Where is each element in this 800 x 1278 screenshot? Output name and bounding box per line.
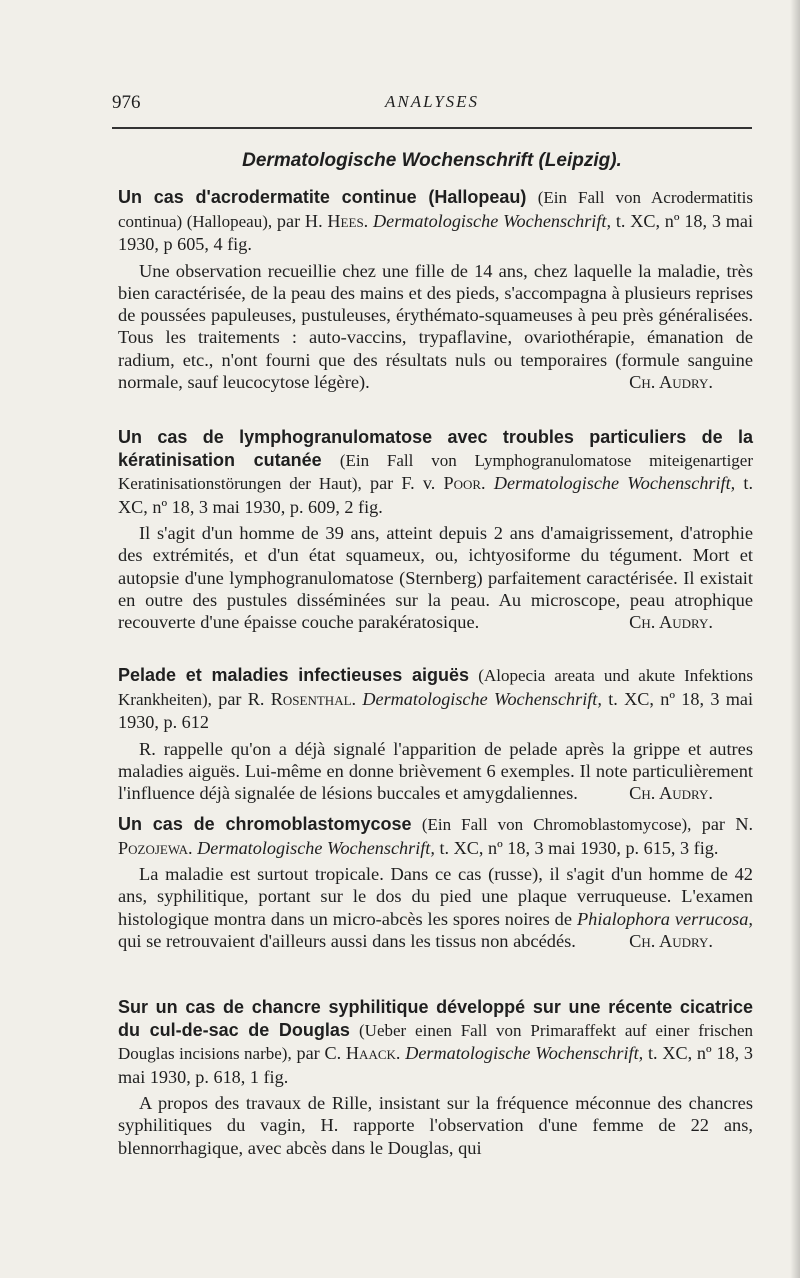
original-title: (Ein Fall von Lymphogranulomatose miteigenartiger Keratinisationstörungen der Haut), bbox=[118, 450, 753, 493]
reviewer-signature: Ch. Audry. bbox=[629, 783, 713, 804]
original-title: (Alopecia areata und akute Infektions Krankheiten), bbox=[118, 666, 753, 709]
article-title: Un cas de lymphogranulomatose avec troubles particuliers de la kératinisation cutanée bbox=[118, 427, 753, 470]
article-author: Pozojewa. bbox=[118, 837, 193, 858]
reviewer-signature: Ch. Audry. bbox=[629, 930, 713, 951]
article-reference bbox=[118, 426, 753, 518]
article-4 bbox=[118, 813, 753, 952]
article-reference bbox=[118, 813, 753, 859]
article-by: par C. bbox=[296, 1043, 342, 1063]
page-number: 976 bbox=[112, 92, 141, 113]
journal-name: Dermatologische Wochenschrift, bbox=[405, 1043, 644, 1063]
article-title: Un cas d'acrodermatite continue (Hallopeau) bbox=[118, 187, 527, 207]
journal-name: Dermatologische Wochenschrift, bbox=[362, 688, 602, 709]
article-reference bbox=[118, 186, 753, 256]
citation: t. XC, nº 18, 3 mai 1930, p 605, 4 fig. bbox=[118, 210, 754, 254]
original-title: (Ueber einen Fall von Primaraffekt auf einer frischen Douglas incisions narbe), bbox=[118, 1020, 753, 1063]
reviewer-signature: Ch. Audry. bbox=[629, 371, 713, 392]
summary-text: A propos des travaux de Rille, insistant sur la fréquence méconnue des chancres syphilitiques du vagin, H. rapporte l'observation d'une femme de 22 ans, blennorrhagique, avec abcès dans le Douglas, qui bbox=[118, 1093, 753, 1158]
journal-name: Dermatologische Wochenschrift, bbox=[197, 837, 435, 858]
article-by: par N. bbox=[701, 814, 754, 834]
summary-text: Il s'agit d'un homme de 39 ans, atteint depuis 2 ans d'amaigrissement, d'atrophie des extrémités, et d'un état squameux, ou, ichtyosiforme du tégument. Mort et autopsie d'une lymphogranulomatose (Sternberg) parfaitement caractérisée. Il existait en outre des pustules disséminées sur la peau. Au microscope, peau atrophique recouverte d'une épaisse couche parakératosique. bbox=[118, 523, 753, 633]
article-summary bbox=[118, 738, 753, 805]
article-1 bbox=[118, 186, 753, 393]
running-title: ANALYSES bbox=[384, 92, 480, 111]
original-title: (Ein Fall von Acrodermatitis continua) (Hallopeau), bbox=[118, 188, 753, 231]
journal-name: Dermatologische Wochenschrift, bbox=[373, 210, 612, 231]
citation: t. XC, nº 18, 3 mai 1930, p. 618, 1 fig. bbox=[118, 1043, 753, 1087]
citation: t. XC, nº 18, 3 mai 1930, p. 612 bbox=[118, 688, 754, 732]
original-title: (Ein Fall von Chromoblastomycose), bbox=[421, 815, 692, 834]
article-2 bbox=[118, 426, 753, 633]
article-by: par R. bbox=[218, 688, 265, 709]
journal-heading: Dermatologische Wochenschrift (Leipzig). bbox=[242, 150, 622, 171]
running-head bbox=[112, 92, 752, 116]
summary-text: La maladie est surtout tropicale. Dans ce cas (russe), il s'agit d'un homme de 42 ans, syphilitique, portant sur le dos du pied une plaque verruqueuse. L'examen histologique montra dans un micro-abcès les spores noires de bbox=[118, 864, 753, 929]
citation: t. XC, nº 18, 3 mai 1930, p. 615, 3 fig. bbox=[439, 837, 719, 858]
header-rule bbox=[112, 127, 752, 129]
article-author: Rosenthal. bbox=[270, 688, 357, 709]
article-3 bbox=[118, 664, 753, 804]
article-by: par F. v. bbox=[370, 473, 436, 493]
article-summary bbox=[118, 522, 753, 633]
species-name: Phialophora verrucosa, bbox=[576, 908, 753, 929]
article-5 bbox=[118, 996, 753, 1159]
article-summary bbox=[118, 1092, 753, 1159]
article-title: Pelade et maladies infectieuses aiguës bbox=[118, 665, 470, 685]
journal-name: Dermatologische Wochenschrift, bbox=[493, 473, 736, 493]
page-edge-shadow bbox=[790, 0, 800, 1278]
reviewer-signature: Ch. Audry. bbox=[629, 612, 713, 633]
summary-text-end: qui se retrouvaient d'ailleurs aussi dans les tissus non abcédés. bbox=[118, 930, 576, 951]
article-title: Un cas de chromoblastomycose bbox=[118, 814, 412, 834]
summary-text: Une observation recueillie chez une fille de 14 ans, chez laquelle la maladie, très bien caractérisée, de la peau des mains et des pieds, s'accompagna à plusieurs reprises de poussées papuleuses, pustuleuses, érythémato-squameuses à peu près généralisées. Tous les traitements : auto-vaccins, trypaflavine, ovariothérapie, émanation de radium, etc., n'ont fourni que des résultats nuls ou temporaires (formule sanguine normale, sauf leucocytose légère). bbox=[118, 260, 753, 392]
article-author: Poor. bbox=[443, 473, 486, 493]
article-reference bbox=[118, 664, 753, 734]
article-title: Sur un cas de chancre syphilitique développé sur une récente cicatrice du cul-de-sac de Douglas bbox=[118, 997, 753, 1040]
article-author: Haack. bbox=[345, 1043, 401, 1063]
article-summary bbox=[118, 863, 753, 952]
summary-text: R. rappelle qu'on a déjà signalé l'apparition de pelade après la grippe et autres maladies aiguës. Lui-même en donne brièvement 6 exemples. Il note particulièrement l'influence déjà signalée de lésions buccales et amygdaliennes. bbox=[118, 738, 753, 804]
article-author: Hees. bbox=[327, 210, 369, 231]
article-reference bbox=[118, 996, 753, 1088]
article-summary bbox=[118, 260, 753, 394]
article-by: par H. bbox=[276, 210, 323, 231]
citation: t. XC, nº 18, 3 mai 1930, p. 609, 2 fig. bbox=[118, 473, 754, 517]
